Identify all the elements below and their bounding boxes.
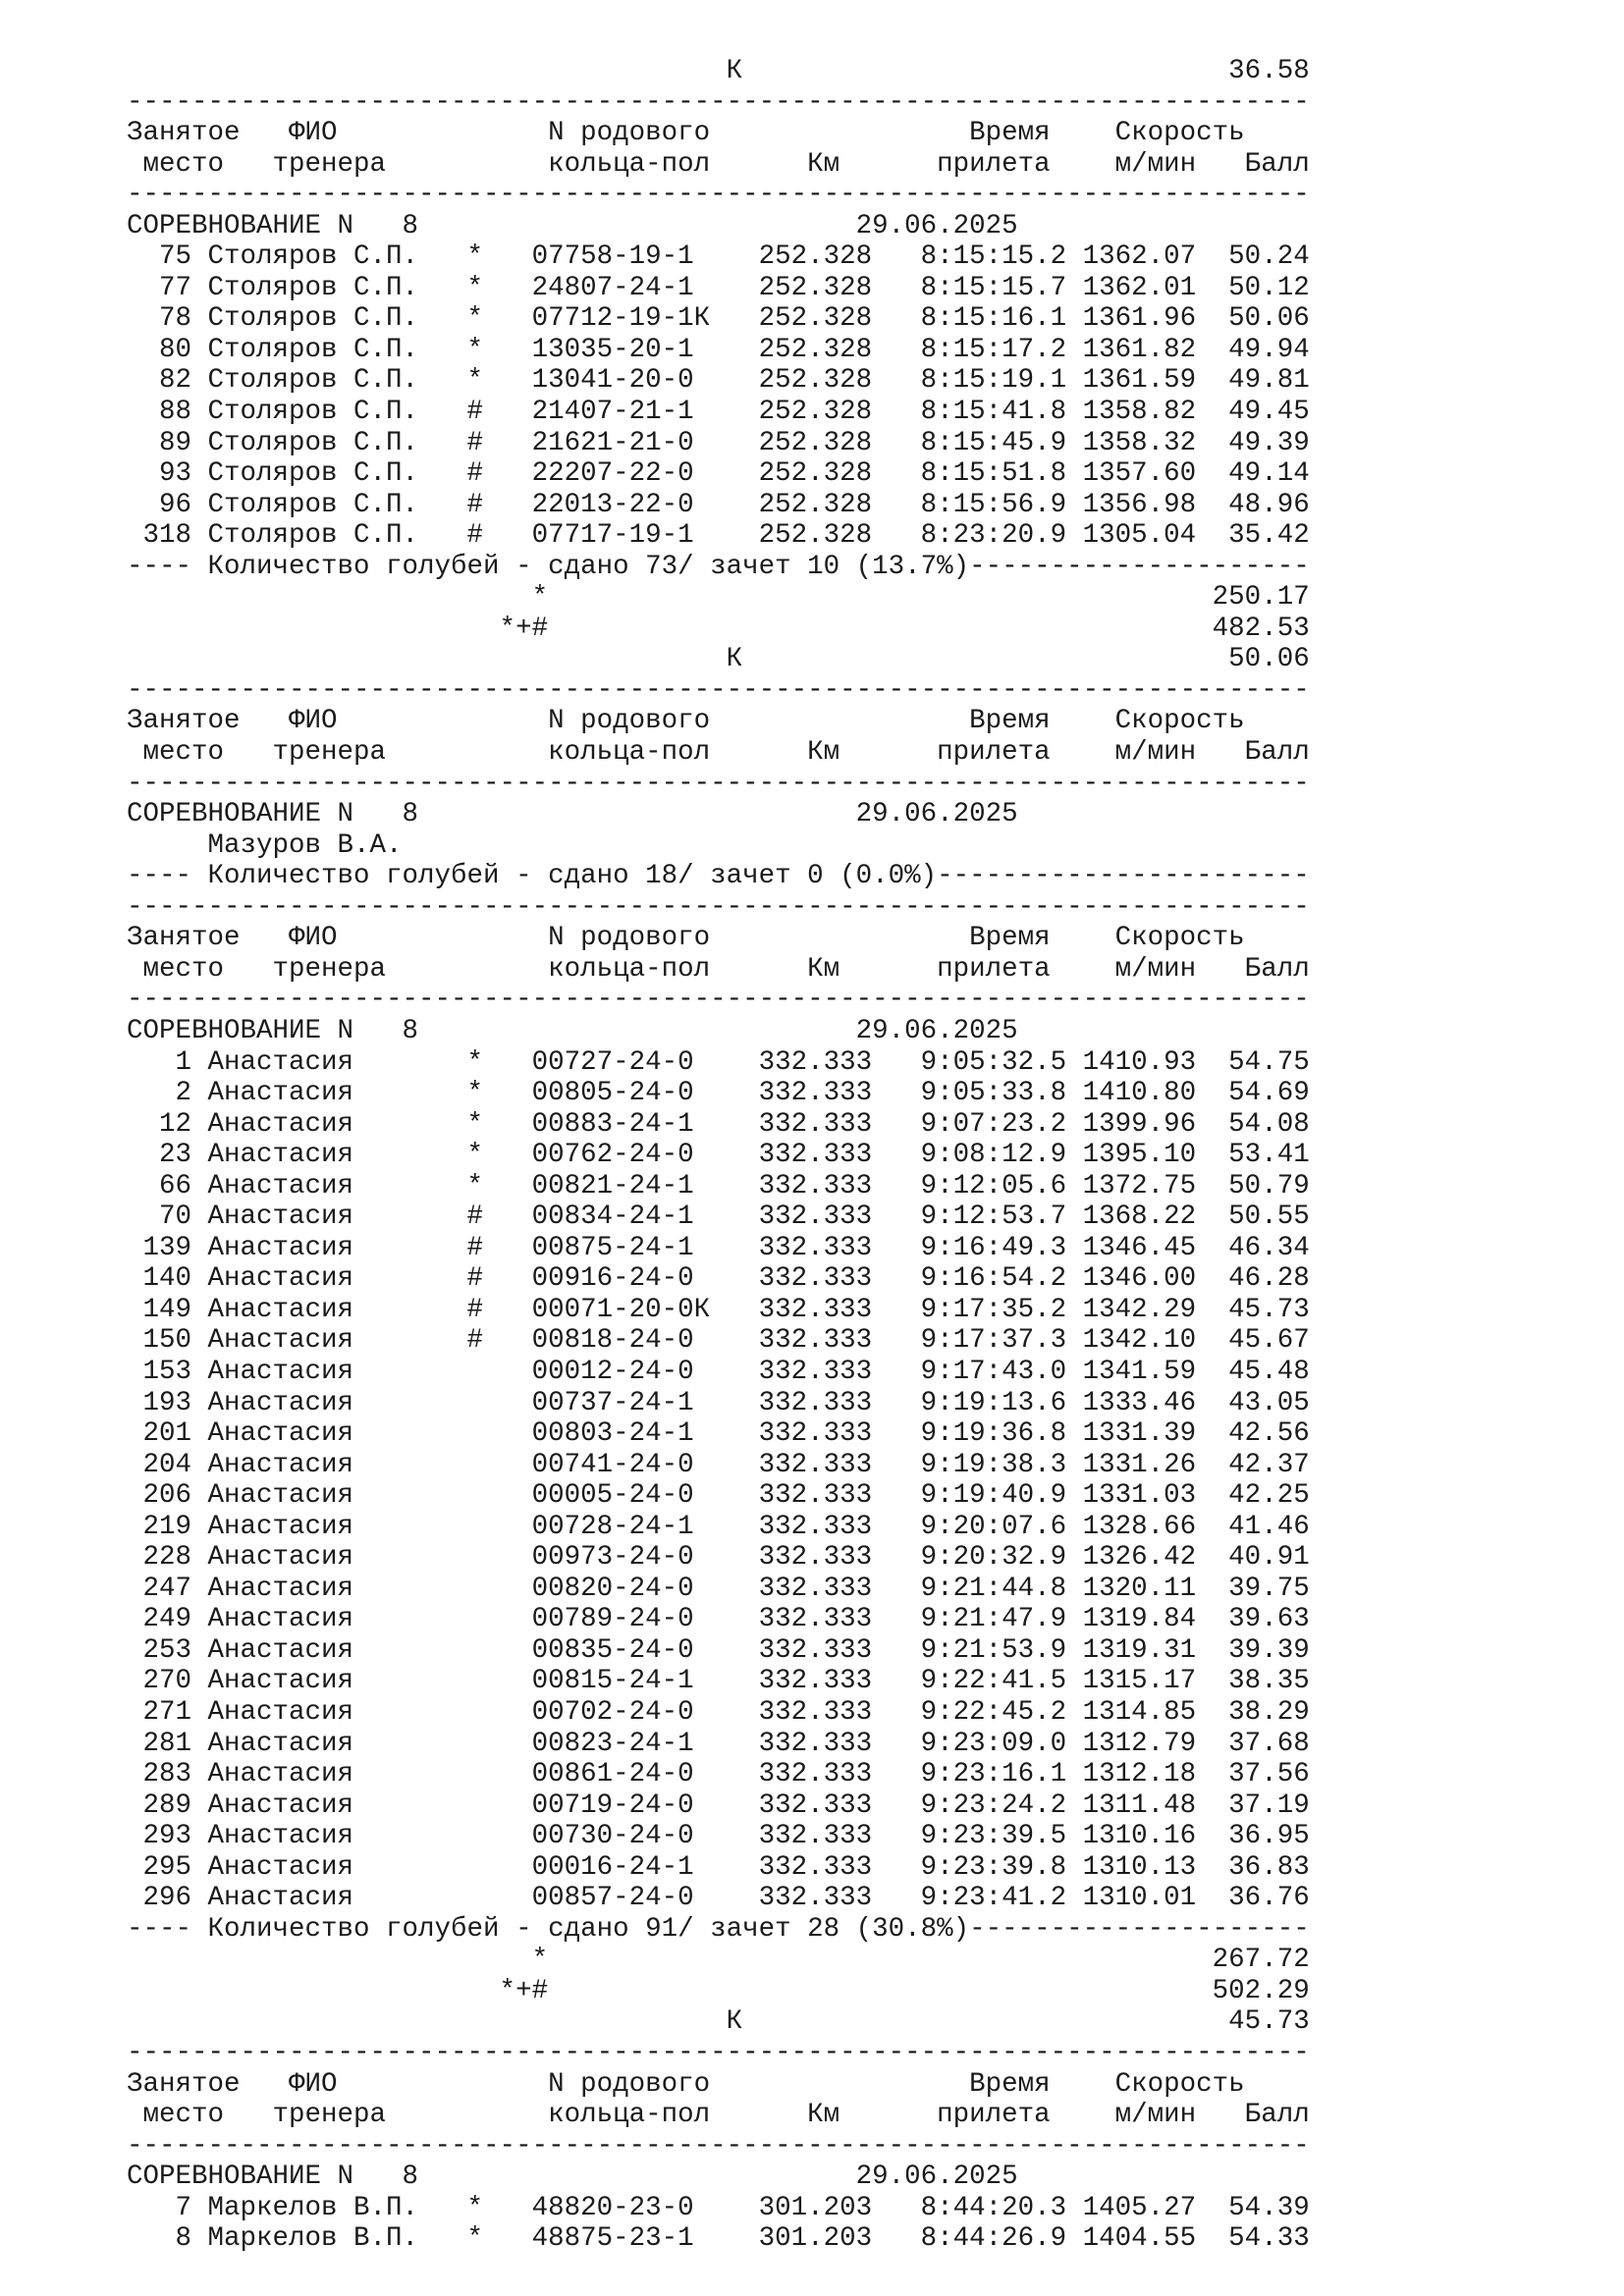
document-line: * 250.17 xyxy=(127,582,1310,614)
document-line: *+# 502.29 xyxy=(127,1975,1310,2006)
document-line: 2 Анастасия * 00805-24-0 332.333 9:05:33.8 1410.80 54.69 xyxy=(127,1078,1310,1109)
document-line: К 45.73 xyxy=(127,2006,1310,2038)
document-line: ------------------------------------------------------------------------- xyxy=(127,985,1310,1016)
document-line: 204 Анастасия 00741-24-0 332.333 9:19:38.3 1331.26 42.37 xyxy=(127,1449,1310,1480)
document-line: 80 Столяров С.П. * 13035-20-1 252.328 8:15:17.2 1361.82 49.94 xyxy=(127,334,1310,365)
document-line: ---- Количество голубей - сдано 73/ зачет 10 (13.7%)--------------------- xyxy=(127,551,1310,582)
document-line: * 267.72 xyxy=(127,1945,1310,1976)
document-line: место тренера кольца-пол Км прилета м/мин Балл xyxy=(127,953,1310,985)
document-line: К 36.58 xyxy=(127,56,1310,86)
document-line: 318 Столяров С.П. # 07717-19-1 252.328 8:23:20.9 1305.04 35.42 xyxy=(127,520,1310,552)
document-line: К 50.06 xyxy=(127,644,1310,675)
document-line: 140 Анастасия # 00916-24-0 332.333 9:16:54.2 1346.00 46.28 xyxy=(127,1263,1310,1295)
document-line: 139 Анастасия # 00875-24-1 332.333 9:16:49.3 1346.45 46.34 xyxy=(127,1232,1310,1263)
document-line: ------------------------------------------------------------------------- xyxy=(127,180,1310,211)
document-line: 270 Анастасия 00815-24-1 332.333 9:22:41.5 1315.17 38.35 xyxy=(127,1666,1310,1697)
document-line: 281 Анастасия 00823-24-1 332.333 9:23:09.0 1312.79 37.68 xyxy=(127,1728,1310,1759)
document-line: 253 Анастасия 00835-24-0 332.333 9:21:53.9 1319.31 39.39 xyxy=(127,1634,1310,1666)
document-line: ------------------------------------------------------------------------- xyxy=(127,768,1310,799)
document-line: 88 Столяров С.П. # 21407-21-1 252.328 8:15:41.8 1358.82 49.45 xyxy=(127,397,1310,428)
document-line: 8 Маркелов В.П. * 48875-23-1 301.203 8:44:26.9 1404.55 54.33 xyxy=(127,2223,1310,2255)
document-line: Занятое ФИО N родового Время Скорость xyxy=(127,923,1310,954)
document-line: 201 Анастасия 00803-24-1 332.333 9:19:36.8 1331.39 42.56 xyxy=(127,1418,1310,1450)
document-line: 70 Анастасия # 00834-24-1 332.333 9:12:53.7 1368.22 50.55 xyxy=(127,1201,1310,1233)
document-line: 150 Анастасия # 00818-24-0 332.333 9:17:37.3 1342.10 45.67 xyxy=(127,1325,1310,1357)
document-line: 193 Анастасия 00737-24-1 332.333 9:19:13.6 1333.46 43.05 xyxy=(127,1387,1310,1418)
document-line: 153 Анастасия 00012-24-0 332.333 9:17:43.0 1341.59 45.48 xyxy=(127,1356,1310,1387)
document-line: 93 Столяров С.П. # 22207-22-0 252.328 8:15:51.8 1357.60 49.14 xyxy=(127,458,1310,490)
document-line: место тренера кольца-пол Км прилета м/мин Балл xyxy=(127,2100,1310,2131)
document-line: 7 Маркелов В.П. * 48820-23-0 301.203 8:44:20.3 1405.27 54.39 xyxy=(127,2192,1310,2223)
document-line: 295 Анастасия 00016-24-1 332.333 9:23:39.8 1310.13 36.83 xyxy=(127,1851,1310,1883)
document-line: 96 Столяров С.П. # 22013-22-0 252.328 8:15:56.9 1356.98 48.96 xyxy=(127,489,1310,520)
document-line: 289 Анастасия 00719-24-0 332.333 9:23:24.2 1311.48 37.19 xyxy=(127,1789,1310,1821)
document-line: Мазуров В.А. xyxy=(127,829,403,861)
document-line: 271 Анастасия 00702-24-0 332.333 9:22:45.2 1314.85 38.29 xyxy=(127,1696,1310,1728)
document-line: 283 Анастасия 00861-24-0 332.333 9:23:16.1 1312.18 37.56 xyxy=(127,1759,1310,1790)
document-line: 149 Анастасия # 00071-20-0К 332.333 9:17:35.2 1342.29 45.73 xyxy=(127,1294,1310,1325)
document-line: СОРЕВНОВАНИЕ N 8 29.06.2025 xyxy=(127,210,1018,241)
document-line: 228 Анастасия 00973-24-0 332.333 9:20:32.9 1326.42 40.91 xyxy=(127,1542,1310,1574)
document-line: Занятое ФИО N родового Время Скорость xyxy=(127,706,1310,737)
document-line: ---- Количество голубей - сдано 18/ зачет 0 (0.0%)----------------------- xyxy=(127,861,1310,892)
document-line: 206 Анастасия 00005-24-0 332.333 9:19:40.9 1331.03 42.25 xyxy=(127,1480,1310,1512)
document-line: ---- Количество голубей - сдано 91/ зачет 28 (30.8%)--------------------- xyxy=(127,1913,1310,1945)
results-document xyxy=(127,56,1310,2255)
document-line: 1 Анастасия * 00727-24-0 332.333 9:05:32.5 1410.93 54.75 xyxy=(127,1046,1310,1078)
document-line: 78 Столяров С.П. * 07712-19-1К 252.328 8:15:16.1 1361.96 50.06 xyxy=(127,303,1310,335)
document-line: 293 Анастасия 00730-24-0 332.333 9:23:39.5 1310.16 36.95 xyxy=(127,1821,1310,1852)
document-line: 247 Анастасия 00820-24-0 332.333 9:21:44.8 1320.11 39.75 xyxy=(127,1573,1310,1604)
document-line: 75 Столяров С.П. * 07758-19-1 252.328 8:15:15.2 1362.07 50.24 xyxy=(127,241,1310,273)
document-line: Занятое ФИО N родового Время Скорость xyxy=(127,2068,1310,2100)
document-line: ------------------------------------------------------------------------- xyxy=(127,891,1310,923)
document-line: место тренера кольца-пол Км прилета м/мин Балл xyxy=(127,737,1310,769)
document-line: ------------------------------------------------------------------------- xyxy=(127,2130,1310,2162)
document-line: 66 Анастасия * 00821-24-1 332.333 9:12:05.6 1372.75 50.79 xyxy=(127,1170,1310,1201)
document-line: СОРЕВНОВАНИЕ N 8 29.06.2025 xyxy=(127,2162,1018,2193)
document-line: Занятое ФИО N родового Время Скорость xyxy=(127,118,1310,149)
document-line: *+# 482.53 xyxy=(127,613,1310,644)
document-line: 82 Столяров С.П. * 13041-20-0 252.328 8:15:19.1 1361.59 49.81 xyxy=(127,365,1310,397)
document-line: место тренера кольца-пол Км прилета м/мин Балл xyxy=(127,148,1310,180)
document-line: 219 Анастасия 00728-24-1 332.333 9:20:07.6 1328.66 41.46 xyxy=(127,1511,1310,1542)
document-line: 89 Столяров С.П. # 21621-21-0 252.328 8:15:45.9 1358.32 49.39 xyxy=(127,427,1310,458)
document-line: 296 Анастасия 00857-24-0 332.333 9:23:41.2 1310.01 36.76 xyxy=(127,1883,1310,1914)
document-line: ------------------------------------------------------------------------- xyxy=(127,86,1310,118)
document-line: 249 Анастасия 00789-24-0 332.333 9:21:47.9 1319.84 39.63 xyxy=(127,1604,1310,1635)
document-line: 12 Анастасия * 00883-24-1 332.333 9:07:23.2 1399.96 54.08 xyxy=(127,1108,1310,1140)
document-line: СОРЕВНОВАНИЕ N 8 29.06.2025 xyxy=(127,799,1018,830)
document-line: ------------------------------------------------------------------------- xyxy=(127,674,1310,706)
document-line: 77 Столяров С.П. * 24807-24-1 252.328 8:15:15.7 1362.01 50.12 xyxy=(127,272,1310,303)
document-line: ------------------------------------------------------------------------- xyxy=(127,2038,1310,2068)
document-line: 23 Анастасия * 00762-24-0 332.333 9:08:12.9 1395.10 53.41 xyxy=(127,1140,1310,1171)
document-line: СОРЕВНОВАНИЕ N 8 29.06.2025 xyxy=(127,1015,1018,1046)
